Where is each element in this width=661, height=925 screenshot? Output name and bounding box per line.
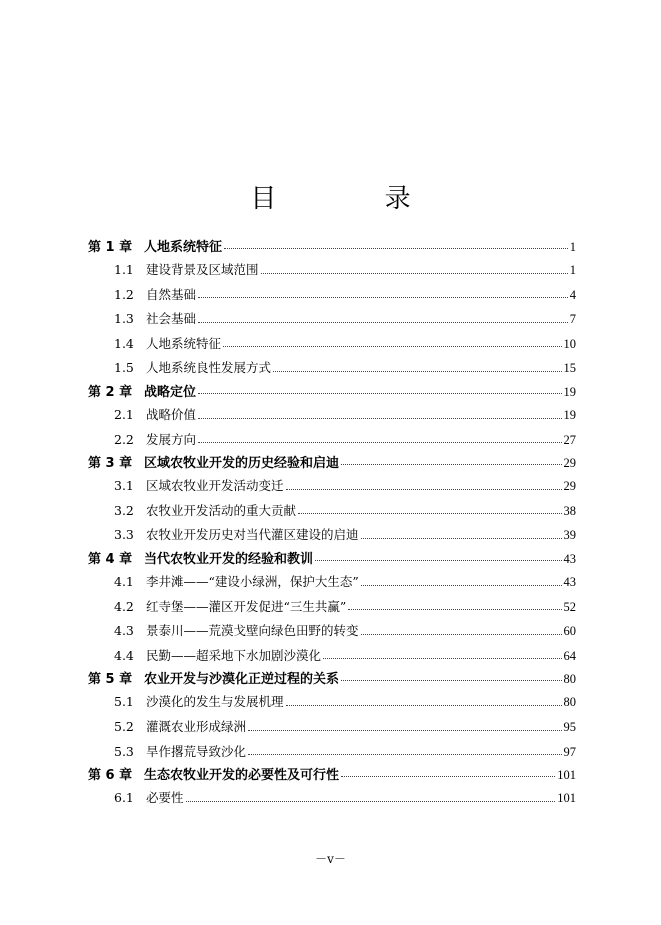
toc-section-row[interactable] bbox=[88, 356, 576, 381]
toc-entry-number: 第 3 章 bbox=[88, 456, 133, 472]
toc-entry-page: 52 bbox=[563, 599, 576, 614]
toc-section-row[interactable] bbox=[88, 428, 576, 453]
toc-entry-title: 农业开发与沙漠化正逆过程的关系 bbox=[144, 672, 340, 688]
toc-leader-dots bbox=[223, 345, 561, 347]
toc-leader-dots bbox=[198, 296, 568, 298]
toc-entry-page: 1 bbox=[569, 263, 576, 277]
toc-entry-number: 1.5 bbox=[114, 360, 134, 376]
toc-entry-page: 4 bbox=[569, 287, 576, 302]
toc-entry-title: 灌溉农业形成绿洲 bbox=[146, 718, 247, 734]
toc-entry-title: 农牧业开发活动的重大贡献 bbox=[146, 502, 297, 518]
toc-entry-page: 101 bbox=[557, 791, 576, 806]
toc-entry-number: 4.1 bbox=[114, 573, 134, 589]
page-number-footer: －v－ bbox=[315, 852, 346, 866]
toc-entry-number: 2.1 bbox=[114, 406, 134, 422]
toc-leader-dots bbox=[361, 633, 562, 635]
toc-leader-dots bbox=[348, 608, 561, 610]
toc-entry-number: 6.1 bbox=[114, 790, 134, 806]
toc-entry-title: 人地系统良性发展方式 bbox=[146, 360, 272, 376]
toc-entry-number: 3.3 bbox=[114, 527, 134, 543]
toc-entry-page: 7 bbox=[569, 312, 576, 327]
toc-leader-dots bbox=[341, 463, 561, 465]
toc-entry-page: 29 bbox=[563, 479, 576, 494]
toc-entry-title: 必要性 bbox=[146, 790, 184, 806]
toc-entry-title: 战略价值 bbox=[146, 406, 197, 422]
toc-entry-title: 李井滩——“建设小绿洲，保护大生态” bbox=[146, 573, 359, 589]
toc-leader-dots bbox=[341, 775, 555, 777]
toc-leader-dots bbox=[224, 247, 568, 249]
page-title: 目 录 bbox=[250, 184, 461, 214]
toc-entry-number: 5.2 bbox=[114, 718, 134, 734]
toc-entry-page: 1 bbox=[569, 240, 576, 254]
toc-entry-title: 生态农牧业开发的必要性及可行性 bbox=[144, 768, 340, 784]
toc-section-row[interactable] bbox=[88, 523, 576, 548]
toc-leader-dots bbox=[273, 370, 561, 372]
toc-entry-page: 27 bbox=[563, 432, 576, 447]
toc-leader-dots bbox=[261, 272, 568, 274]
toc-entry-page: 15 bbox=[563, 361, 576, 376]
toc-leader-dots bbox=[186, 800, 556, 802]
toc-leader-dots bbox=[198, 392, 561, 394]
toc-chapter-row[interactable] bbox=[88, 236, 576, 258]
toc-entry-number: 第 1 章 bbox=[88, 240, 133, 255]
toc-entry-number: 4.2 bbox=[114, 598, 134, 614]
toc-leader-dots bbox=[248, 753, 561, 755]
toc-entry-page: 80 bbox=[563, 672, 576, 687]
toc-leader-dots bbox=[198, 441, 561, 443]
toc-entry-number: 1.2 bbox=[114, 286, 134, 302]
toc-entry-title: 社会基础 bbox=[146, 311, 197, 327]
toc-section-row[interactable] bbox=[88, 619, 576, 644]
toc-section-row[interactable] bbox=[88, 258, 576, 283]
toc-entry-title: 人地系统特征 bbox=[144, 240, 223, 255]
toc-entry-page: 101 bbox=[557, 768, 576, 783]
toc-entry-title: 区域农牧业开发的历史经验和启迪 bbox=[144, 456, 340, 472]
toc-leader-dots bbox=[298, 512, 561, 514]
toc-entry-number: 2.2 bbox=[114, 431, 134, 447]
toc-leader-dots bbox=[341, 679, 561, 681]
toc-leader-dots bbox=[286, 704, 562, 706]
toc-section-row[interactable] bbox=[88, 644, 576, 669]
toc-section-row[interactable] bbox=[88, 499, 576, 524]
toc-entry-number: 第 5 章 bbox=[88, 672, 133, 688]
toc-entry-number: 3.1 bbox=[114, 478, 134, 494]
toc-chapter-row[interactable] bbox=[88, 764, 576, 786]
toc-section-row[interactable] bbox=[88, 403, 576, 428]
toc-entry-page: 10 bbox=[563, 336, 576, 351]
toc-entry-page: 43 bbox=[563, 574, 576, 589]
toc-section-row[interactable] bbox=[88, 332, 576, 357]
toc-entry-title: 景泰川——荒漠戈壁向绿色田野的转变 bbox=[146, 623, 359, 639]
toc-entry-number: 1.3 bbox=[114, 311, 134, 327]
toc-section-row[interactable] bbox=[88, 474, 576, 499]
toc-entry-number: 5.1 bbox=[114, 694, 134, 710]
toc-entry-number: 1.1 bbox=[114, 262, 134, 277]
toc-chapter-row[interactable] bbox=[88, 668, 576, 690]
toc-leader-dots bbox=[361, 584, 562, 586]
toc-section-row[interactable] bbox=[88, 307, 576, 332]
toc-entry-page: 19 bbox=[563, 384, 576, 399]
toc-chapter-row[interactable] bbox=[88, 381, 576, 403]
toc-entry-title: 人地系统特征 bbox=[146, 335, 222, 351]
toc-entry-number: 第 4 章 bbox=[88, 551, 133, 567]
toc-leader-dots bbox=[198, 417, 561, 419]
toc-leader-dots bbox=[315, 559, 561, 561]
toc-entry-number: 第 2 章 bbox=[88, 384, 133, 400]
toc-section-row[interactable] bbox=[88, 740, 576, 765]
toc-entry-number: 1.4 bbox=[114, 335, 134, 351]
toc-entry-page: 43 bbox=[563, 551, 576, 566]
toc-entry-page: 29 bbox=[563, 456, 576, 471]
toc-entry-number: 4.3 bbox=[114, 623, 134, 639]
toc-leader-dots bbox=[198, 321, 568, 323]
toc-entry-page: 95 bbox=[563, 719, 576, 734]
toc-entry-number: 第 6 章 bbox=[88, 768, 133, 784]
toc-entry-title: 旱作撂荒导致沙化 bbox=[146, 743, 247, 759]
toc-section-row[interactable] bbox=[88, 570, 576, 595]
toc-entry-title: 沙漠化的发生与发展机理 bbox=[146, 694, 284, 710]
toc-leader-dots bbox=[286, 488, 562, 490]
toc-entry-page: 97 bbox=[563, 744, 576, 759]
toc-entry-page: 38 bbox=[563, 503, 576, 518]
toc-entry-page: 19 bbox=[563, 407, 576, 422]
toc-entry-title: 民勤——超采地下水加剧沙漠化 bbox=[146, 647, 322, 663]
toc-leader-dots bbox=[248, 729, 561, 731]
toc-section-row[interactable] bbox=[88, 715, 576, 740]
toc-entry-page: 64 bbox=[563, 648, 576, 663]
table-of-contents bbox=[88, 236, 576, 811]
toc-section-row[interactable] bbox=[88, 786, 576, 811]
toc-entry-title: 战略定位 bbox=[144, 384, 197, 400]
toc-entry-number: 3.2 bbox=[114, 502, 134, 518]
toc-leader-dots bbox=[361, 537, 562, 539]
toc-entry-title: 区域农牧业开发活动变迁 bbox=[146, 478, 284, 494]
toc-entry-number: 4.4 bbox=[114, 647, 134, 663]
toc-entry-title: 建设背景及区域范围 bbox=[146, 262, 259, 277]
toc-chapter-row[interactable] bbox=[88, 452, 576, 474]
toc-entry-number: 5.3 bbox=[114, 743, 134, 759]
toc-entry-title: 自然基础 bbox=[146, 286, 197, 302]
toc-chapter-row[interactable] bbox=[88, 548, 576, 570]
toc-section-row[interactable] bbox=[88, 283, 576, 308]
toc-entry-page: 60 bbox=[563, 624, 576, 639]
toc-entry-page: 80 bbox=[563, 695, 576, 710]
toc-entry-title: 发展方向 bbox=[146, 431, 197, 447]
toc-entry-title: 红寺堡——灌区开发促进“三生共赢” bbox=[146, 598, 347, 614]
toc-entry-page: 39 bbox=[563, 528, 576, 543]
toc-section-row[interactable] bbox=[88, 690, 576, 715]
toc-leader-dots bbox=[323, 657, 561, 659]
toc-section-row[interactable] bbox=[88, 595, 576, 620]
toc-entry-title: 当代农牧业开发的经验和教训 bbox=[144, 551, 314, 567]
toc-entry-title: 农牧业开发历史对当代灌区建设的启迪 bbox=[146, 527, 359, 543]
